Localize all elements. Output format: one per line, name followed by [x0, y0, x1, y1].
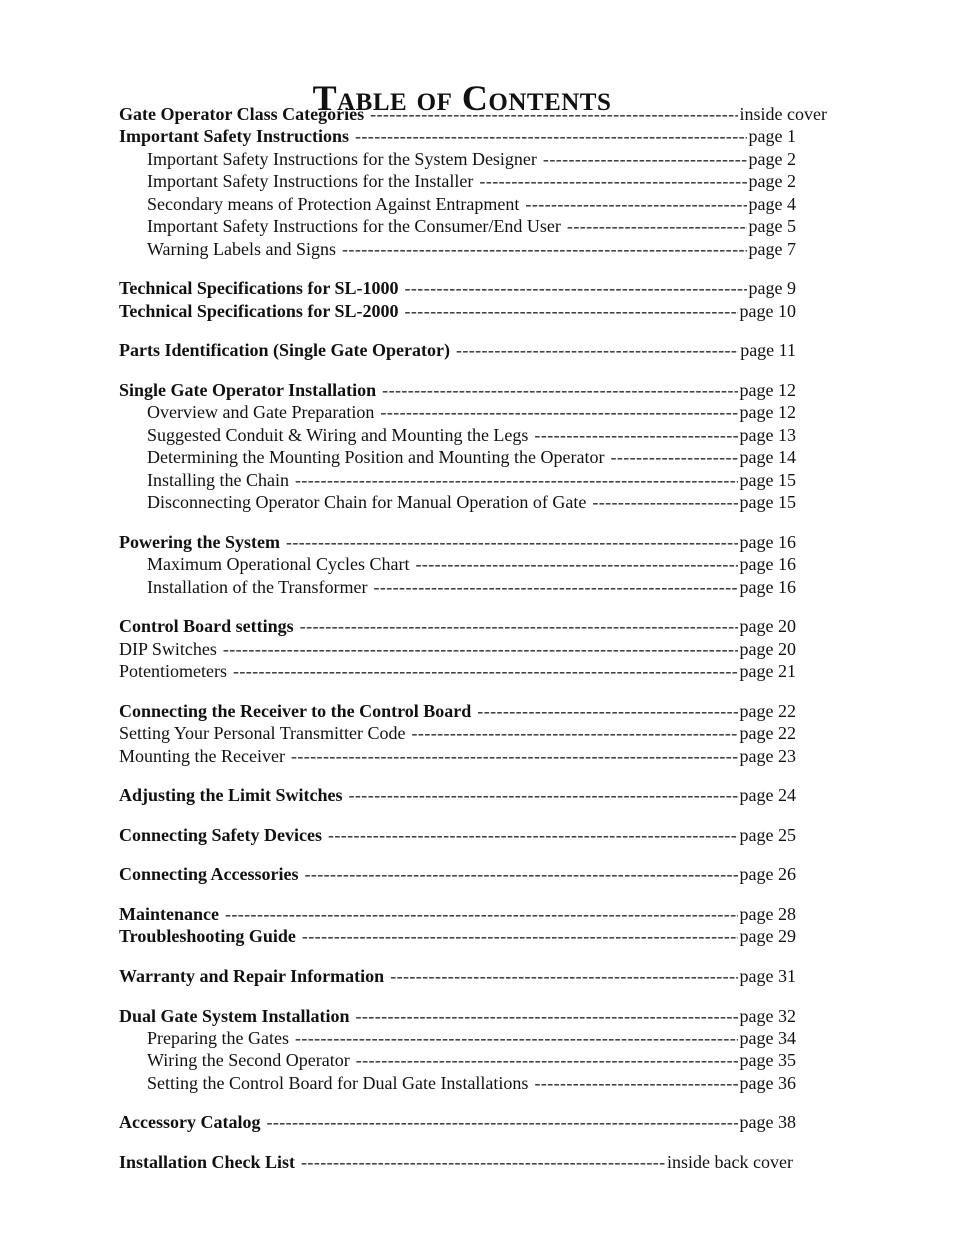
dot-leader: [380, 401, 737, 423]
toc-entry-label: Warning Labels and Signs: [147, 239, 337, 259]
dot-leader: [390, 965, 737, 987]
toc-entry-page: page 10: [739, 301, 796, 321]
dot-leader: [349, 784, 738, 806]
toc-entry: [119, 553, 796, 575]
toc-entry-page: page 4: [748, 194, 796, 214]
dot-leader: [286, 531, 738, 553]
toc-entry: [119, 722, 796, 744]
dot-leader: [382, 379, 737, 401]
toc-entry-page: page 2: [748, 171, 796, 191]
toc-entry-page: page 20: [739, 616, 796, 636]
dot-leader: [355, 125, 747, 147]
toc-entry-page: page 26: [739, 864, 796, 884]
dot-leader: [534, 1072, 737, 1094]
dot-leader: [405, 277, 747, 299]
toc-entry-page: page 35: [739, 1050, 796, 1070]
toc-entry-label: Accessory Catalog: [119, 1112, 261, 1132]
dot-leader: [342, 238, 746, 260]
toc-entry-label: Preparing the Gates: [147, 1028, 289, 1048]
toc-entry-label: Parts Identification (Single Gate Operator): [119, 340, 450, 360]
toc-entry-page: page 23: [739, 746, 796, 766]
page-title: Table of Contents: [312, 78, 612, 119]
dot-leader: [356, 1005, 738, 1027]
toc-entry-label: Setting the Control Board for Dual Gate Installations: [147, 1073, 529, 1093]
toc-entry-label: Mounting the Receiver: [119, 746, 285, 766]
toc-entry-label: Adjusting the Limit Switches: [119, 785, 343, 805]
toc-entry-page: page 22: [739, 701, 796, 721]
toc-entry: [119, 170, 796, 192]
toc-entry-label: Important Safety Instructions for the Installer: [147, 171, 474, 191]
toc-entry: [119, 1005, 796, 1027]
dot-leader: [405, 300, 738, 322]
dot-leader: [525, 193, 746, 215]
toc-entry: [119, 469, 796, 491]
toc-entry-page: page 7: [748, 239, 796, 259]
dot-leader: [370, 103, 737, 125]
toc-entry-label: Gate Operator Class Categories: [119, 104, 365, 124]
toc-entry: [119, 903, 796, 925]
toc-entry-page: page 9: [748, 278, 796, 298]
toc-entry: [119, 491, 796, 513]
toc-entry-label: Dual Gate System Installation: [119, 1006, 350, 1026]
toc-entry-label: Setting Your Personal Transmitter Code: [119, 723, 406, 743]
dot-leader: [302, 925, 738, 947]
toc-entry-label: Single Gate Operator Installation: [119, 380, 377, 400]
toc-entry-label: Connecting Safety Devices: [119, 825, 322, 845]
toc-entry-page: page 32: [739, 1006, 796, 1026]
toc-entry: [119, 424, 796, 446]
toc-entry-page: page 12: [739, 402, 796, 422]
toc-entry-label: Maximum Operational Cycles Chart: [147, 554, 410, 574]
toc-entry-label: Warranty and Repair Information: [119, 966, 385, 986]
toc-entry-page: page 34: [739, 1028, 796, 1048]
toc-entry: [119, 446, 796, 468]
dot-leader: [567, 215, 747, 237]
toc-entry: [119, 277, 796, 299]
toc-entry: [119, 615, 796, 637]
dot-leader: [610, 446, 737, 468]
dot-leader: [592, 491, 737, 513]
toc-entry-label: Potentiometers: [119, 661, 227, 681]
toc-entry: [119, 1049, 796, 1071]
toc-entry-label: Installation Check List: [119, 1152, 296, 1172]
toc-entry-page: page 15: [739, 470, 796, 490]
toc-entry: [119, 215, 796, 237]
toc-entry: [119, 745, 796, 767]
toc-entry-page: page 11: [740, 340, 796, 360]
toc-entry-label: Overview and Gate Preparation: [147, 402, 375, 422]
dot-leader: [356, 1049, 738, 1071]
toc-entry-label: Important Safety Instructions for the Consumer/End User: [147, 216, 561, 236]
dot-leader: [543, 148, 747, 170]
toc-entry-label: Suggested Conduit & Wiring and Mounting the Legs: [147, 425, 529, 445]
dot-leader: [415, 553, 737, 575]
toc-entry: [119, 193, 796, 215]
toc-entry: [119, 660, 796, 682]
toc-entry: [119, 1072, 796, 1094]
toc-entry: [119, 1151, 793, 1173]
toc-entry-page: inside cover: [739, 104, 827, 124]
toc-entry-page: page 15: [739, 492, 796, 512]
toc-entry-label: Connecting Accessories: [119, 864, 299, 884]
dot-leader: [304, 863, 737, 885]
toc-entry-page: page 16: [739, 577, 796, 597]
toc-entry-label: Determining the Mounting Position and Mounting the Operator: [147, 447, 605, 467]
toc-entry-page: page 16: [739, 554, 796, 574]
toc-entry-label: Powering the System: [119, 532, 280, 552]
toc-entry-label: Technical Specifications for SL-2000: [119, 301, 399, 321]
toc-entry-label: Maintenance: [119, 904, 219, 924]
dot-leader: [328, 824, 738, 846]
toc-entry: [119, 148, 796, 170]
dot-leader: [412, 722, 738, 744]
toc-entry-page: page 38: [739, 1112, 796, 1132]
toc-entry: [119, 925, 796, 947]
toc-entry: [119, 965, 796, 987]
toc-entry: [119, 1111, 796, 1133]
dot-leader: [295, 1027, 738, 1049]
toc-entry-label: Control Board settings: [119, 616, 294, 636]
toc-entry-page: page 31: [739, 966, 796, 986]
dot-leader: [301, 1151, 665, 1173]
toc-entry: [119, 638, 796, 660]
dot-leader: [477, 700, 737, 722]
toc-entry-page: page 24: [739, 785, 796, 805]
toc-entry-label: Installation of the Transformer: [147, 577, 368, 597]
toc-entry-page: page 28: [739, 904, 796, 924]
toc-entry-page: page 12: [739, 380, 796, 400]
toc-entry-page: page 22: [739, 723, 796, 743]
dot-leader: [534, 424, 737, 446]
toc-entry-page: page 25: [739, 825, 796, 845]
toc-entry: [119, 784, 796, 806]
toc-entry: [119, 863, 796, 885]
dot-leader: [266, 1111, 737, 1133]
toc-entry-page: page 1: [748, 126, 796, 146]
dot-leader: [233, 660, 738, 682]
dot-leader: [223, 638, 738, 660]
toc-entry: [119, 531, 796, 553]
toc-entry: [119, 700, 796, 722]
toc-entry-page: page 2: [748, 149, 796, 169]
dot-leader: [291, 745, 738, 767]
toc-entry-label: Secondary means of Protection Against Entrapment: [147, 194, 520, 214]
toc-entry: [119, 824, 796, 846]
toc-entry: [119, 1027, 796, 1049]
toc-entry-label: Important Safety Instructions for the System Designer: [147, 149, 537, 169]
toc-entry-page: page 5: [748, 216, 796, 236]
toc-entry-label: Connecting the Receiver to the Control Board: [119, 701, 472, 721]
toc-entry: [119, 576, 796, 598]
toc-entry-label: Troubleshooting Guide: [119, 926, 296, 946]
toc-entry-label: Wiring the Second Operator: [147, 1050, 350, 1070]
toc-entry: [119, 125, 796, 147]
toc-entry: [119, 300, 796, 322]
toc-entry-label: Installing the Chain: [147, 470, 289, 490]
toc-entry-label: Disconnecting Operator Chain for Manual Operation of Gate: [147, 492, 587, 512]
toc-entry: [119, 379, 796, 401]
toc-entry: [119, 339, 796, 361]
dot-leader: [300, 615, 738, 637]
toc-entry-page: page 13: [739, 425, 796, 445]
toc-entry-page: page 16: [739, 532, 796, 552]
toc-entry-page: inside back cover: [667, 1152, 793, 1172]
dot-leader: [479, 170, 746, 192]
dot-leader: [373, 576, 737, 598]
dot-leader: [225, 903, 738, 925]
toc-entry-label: Technical Specifications for SL-1000: [119, 278, 399, 298]
toc-entry: [119, 103, 827, 125]
dot-leader: [456, 339, 738, 361]
toc-entry-label: Important Safety Instructions: [119, 126, 350, 146]
toc-entry: [119, 238, 796, 260]
toc-entry-page: page 21: [739, 661, 796, 681]
dot-leader: [295, 469, 738, 491]
toc-entry-page: page 20: [739, 639, 796, 659]
toc-entry-page: page 14: [739, 447, 796, 467]
toc-entry: [119, 401, 796, 423]
toc-entry-page: page 29: [739, 926, 796, 946]
toc-entry-label: DIP Switches: [119, 639, 217, 659]
toc-entry-page: page 36: [739, 1073, 796, 1093]
